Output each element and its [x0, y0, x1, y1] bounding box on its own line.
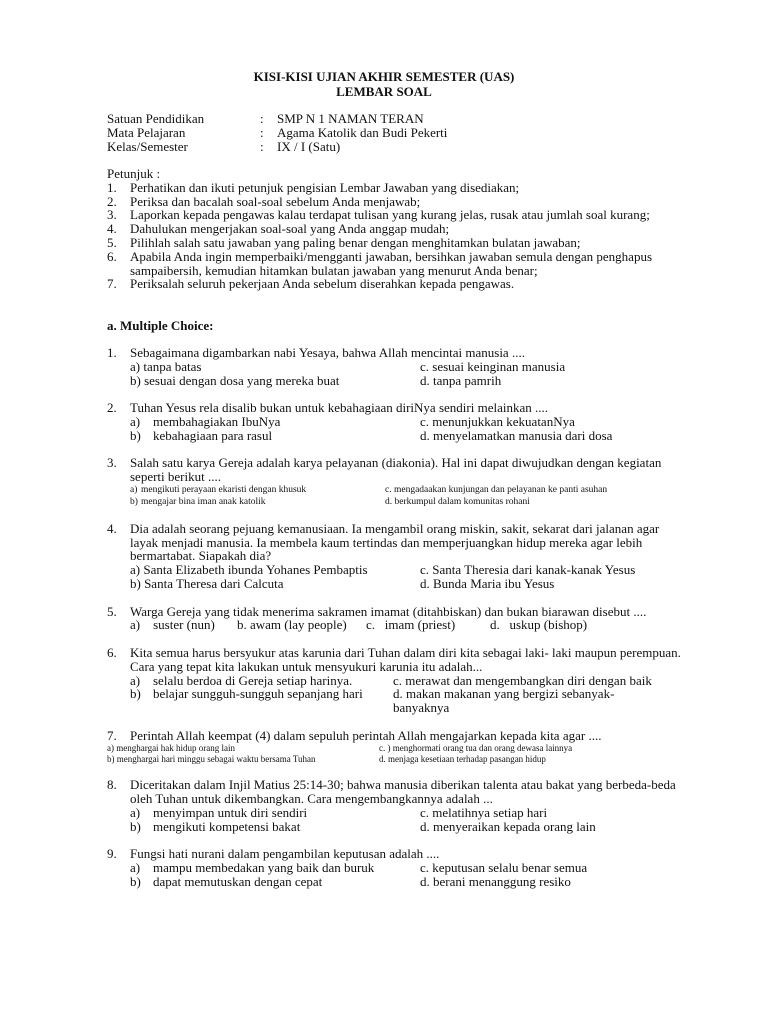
question-number: 2.	[107, 400, 117, 416]
info-colon: :	[260, 111, 264, 126]
option-a[interactable]	[130, 674, 393, 688]
info-label: Satuan Pendidikan	[107, 111, 205, 126]
question-number: 9.	[107, 846, 117, 862]
instruction-number: 4.	[107, 221, 117, 237]
instruction-item	[107, 236, 667, 250]
info-colon: :	[260, 139, 264, 154]
question-2	[107, 401, 687, 442]
question-list	[107, 346, 687, 902]
document-title: KISI-KISI UJIAN AKHIR SEMESTER (UAS)	[253, 69, 515, 84]
question-text: Sebagaimana digambarkan nabi Yesaya, bahwa Allah mencintai manusia ....	[130, 345, 525, 360]
option-c[interactable]: c. mengadaakan kunjungan dan pelayanan ke panti asuhan	[385, 484, 608, 495]
instruction-text: Perhatikan dan ikuti petunjuk pengisian Lembar Jawaban yang disediakan;	[130, 179, 520, 195]
option-b[interactable]	[130, 429, 420, 443]
option-c[interactable]: c. Santa Theresia dari kanak-kanak Yesus	[420, 562, 636, 578]
question-text: Perintah Allah keempat (4) dalam sepuluh perintah Allah mengajarkan kepada kita agar ....	[130, 727, 602, 743]
option-letter: a)	[130, 860, 141, 876]
instruction-text: Apabila Anda ingin memperbaiki/mengganti jawaban, bersihkan jawaban semula dengan penghapus sampaibersih, kemudian hitamkan bulatan jawaban yang menurut Anda benar;	[130, 248, 653, 278]
option-text: mengikuti perayaan ekaristi dengan khusuk	[141, 484, 307, 495]
document-subtitle: LEMBAR SOAL	[336, 84, 432, 99]
question-text: Fungsi hati nurani dalam pengambilan keputusan adalah ....	[130, 846, 440, 862]
option-letter: a)	[130, 672, 141, 688]
option-d[interactable]: d. menyelamatkan manusia dari dosa	[420, 427, 613, 443]
question-6	[107, 646, 687, 715]
instructions-heading: Petunjuk :	[107, 166, 161, 181]
instruction-number: 6.	[107, 248, 117, 264]
instruction-item	[107, 277, 667, 291]
question-7	[107, 729, 687, 765]
section-title: a. Multiple Choice:	[107, 318, 214, 333]
option-d[interactable]: d. Bunda Maria ibu Yesus	[420, 575, 555, 591]
question-number: 5.	[107, 603, 117, 619]
option-c[interactable]: c. imam (priest)	[366, 617, 456, 633]
option-a[interactable]: a) Santa Elizabeth ibunda Yohanes Pembaptis	[130, 562, 368, 578]
question-options	[107, 360, 687, 388]
option-b[interactable]	[130, 496, 385, 508]
option-text: mampu membedakan yang baik dan buruk	[153, 860, 375, 876]
option-text: dapat memutuskan dengan cepat	[153, 873, 323, 889]
instruction-item	[107, 195, 667, 209]
info-label: Kelas/Semester	[107, 139, 188, 154]
option-c[interactable]: c. melatihnya setiap hari	[420, 804, 548, 820]
question-number: 1.	[107, 345, 117, 360]
option-letter: b)	[130, 686, 141, 702]
option-c[interactable]: c. ) menghormati orang tua dan orang dewasa lainnya	[379, 742, 573, 753]
option-letter: a)	[130, 484, 138, 495]
option-a[interactable]	[130, 484, 385, 496]
option-a[interactable]	[130, 861, 420, 875]
option-text: selalu berdoa di Gereja setiap harinya.	[153, 672, 353, 688]
question-1	[107, 346, 687, 387]
question-4	[107, 522, 687, 591]
option-a[interactable]: a) tanpa batas	[130, 358, 202, 374]
question-options	[107, 743, 687, 765]
question-number: 8.	[107, 777, 117, 793]
instructions	[107, 167, 667, 291]
option-b[interactable]: b) Santa Theresa dari Calcuta	[130, 575, 284, 591]
question-options	[107, 674, 687, 715]
option-c[interactable]: c. menunjukkan kekuatanNya	[420, 413, 575, 429]
option-letter: b)	[130, 873, 141, 889]
instruction-item	[107, 222, 667, 236]
info-colon: :	[260, 125, 264, 140]
question-text: Kita semua harus bersyukur atas karunia dari Tuhan dalam diri kita sebagai laki- laki maupun perempuan. Cara yang tepat kita lakukan untuk mensyukuri karunia itu adalah...	[130, 644, 681, 674]
question-9	[107, 847, 687, 888]
question-text: Diceritakan dalam Injil Matius 25:14-30; bahwa manusia diberikan talenta atau bakat yang berbeda-beda oleh Tuhan untuk dikembangkan. Cara mengembangkannya adalah ...	[130, 777, 676, 807]
option-text: kebahagiaan para rasul	[153, 427, 273, 443]
question-options	[107, 415, 687, 443]
option-b[interactable]: b) sesuai dengan dosa yang mereka buat	[130, 372, 340, 388]
option-letter: a)	[130, 413, 141, 429]
option-c[interactable]: c. sesuai keinginan manusia	[420, 358, 566, 374]
info-value: Agama Katolik dan Budi Pekerti	[277, 125, 448, 140]
instruction-text: Periksa dan bacalah soal-soal sebelum Anda menjawab;	[130, 193, 421, 209]
option-text: belajar sungguh-sungguh sepanjang hari	[153, 686, 363, 702]
option-b[interactable]	[130, 875, 420, 889]
instruction-number: 7.	[107, 276, 117, 292]
question-options	[107, 806, 687, 834]
option-letter: b)	[130, 496, 138, 507]
option-letter: b)	[130, 818, 141, 834]
question-options	[107, 618, 687, 632]
instruction-text: Laporkan kepada pengawas kalau terdapat tulisan yang kurang jelas, rusak atau jumlah soal kurang;	[130, 207, 650, 223]
instruction-item	[107, 181, 667, 195]
question-3	[107, 456, 687, 508]
option-a[interactable]: a) suster (nun)	[130, 617, 215, 633]
question-text: Salah satu karya Gereja adalah karya pelayanan (diakonia). Hal ini dapat diwujudkan dengan kegiatan seperti berikut ....	[130, 455, 662, 485]
info-label: Mata Pelajaran	[107, 125, 186, 140]
question-5	[107, 605, 687, 633]
option-d[interactable]: d. berani menanggung resiko	[420, 873, 571, 889]
option-text: mengajar bina iman anak katolik	[141, 496, 266, 507]
question-text: Tuhan Yesus rela disalib bukan untuk kebahagiaan diriNya sendiri melainkan ....	[130, 400, 548, 416]
instruction-item	[107, 250, 667, 278]
option-c[interactable]: c. merawat dan mengembangkan diri dengan baik	[393, 672, 652, 688]
option-letter: a)	[130, 804, 141, 820]
option-letter: b)	[130, 427, 141, 443]
question-options	[107, 484, 687, 508]
instruction-number: 3.	[107, 207, 117, 223]
question-text: Dia adalah seorang pejuang kemanusiaan. Ia mengambil orang miskin, sakit, sekarat dari jalanan agar layak menjadi manusia. Ia membela kaum tertindas dan memperjuangkan hidup mereka agar lebih bermartabat. Siapakah dia?	[130, 520, 660, 564]
question-number: 6.	[107, 644, 117, 660]
option-d[interactable]: d. menjaga kesetiaan terhadap pasangan hidup	[379, 753, 546, 764]
option-d[interactable]: d. makan makanan yang bergizi sebanyak-banyaknya	[393, 686, 615, 716]
instruction-text: Dahulukan mengerjakan soal-soal yang Anda anggap mudah;	[130, 221, 450, 237]
instruction-number: 5.	[107, 234, 117, 250]
option-a[interactable]: a) menghargai hak hidup orang lain	[107, 742, 236, 753]
question-options	[107, 563, 687, 591]
option-text: menyimpan untuk diri sendiri	[153, 804, 308, 820]
option-b[interactable]: b. awam (lay people)	[237, 617, 347, 633]
option-text: mengikuti kompetensi bakat	[153, 818, 301, 834]
instruction-text: Pilihlah salah satu jawaban yang paling benar dengan menghitamkan bulatan jawaban;	[130, 234, 581, 250]
info-value: IX / I (Satu)	[277, 139, 341, 154]
instruction-text: Periksalah seluruh pekerjaan Anda sebelum diserahkan kepada pengawas.	[130, 276, 515, 292]
option-d[interactable]: d. berkumpul dalam komunitas rohani	[385, 496, 530, 507]
question-options	[107, 861, 687, 889]
instruction-number: 1.	[107, 179, 117, 195]
option-d[interactable]: d. menyeraikan kepada orang lain	[420, 818, 596, 834]
option-a[interactable]	[130, 415, 420, 429]
option-b[interactable]	[130, 687, 393, 715]
info-value: SMP N 1 NAMAN TERAN	[277, 111, 424, 126]
option-a[interactable]	[130, 806, 420, 820]
instruction-item	[107, 208, 667, 222]
option-b[interactable]	[130, 820, 420, 834]
question-8	[107, 778, 687, 833]
document-header	[0, 69, 768, 99]
question-number: 7.	[107, 727, 117, 743]
option-d[interactable]: d. uskup (bishop)	[490, 617, 588, 633]
question-text: Warga Gereja yang tidak menerima sakramen imamat (ditahbiskan) dan bukan biarawan disebut ....	[130, 603, 647, 619]
option-d[interactable]: d. tanpa pamrih	[420, 372, 502, 388]
option-b[interactable]: b) menghargai hari minggu sebagai waktu bersama Tuhan	[107, 753, 316, 764]
option-c[interactable]: c. keputusan selalu benar semua	[420, 860, 588, 876]
option-text: membahagiakan IbuNya	[153, 413, 281, 429]
question-number: 4.	[107, 520, 117, 536]
instruction-number: 2.	[107, 193, 117, 209]
question-number: 3.	[107, 455, 117, 471]
